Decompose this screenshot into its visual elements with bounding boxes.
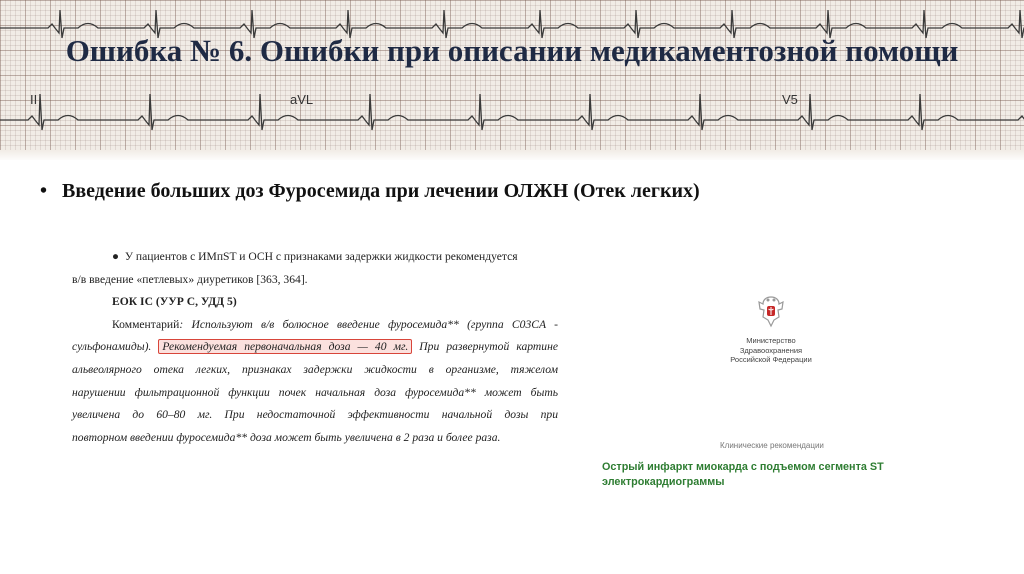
ministry-emblem-icon xyxy=(755,293,787,329)
ministry-name-line-2: Здравоохранения xyxy=(739,345,803,355)
excerpt-line-8-text: увеличена до 60–80 мг. При недостаточной эффективности начальной дозы при xyxy=(72,408,558,422)
comment-text-b: сульфонамиды). xyxy=(72,340,152,354)
excerpt-line-7 xyxy=(72,382,558,405)
ministry-name-line-3: Российской Федерации xyxy=(730,355,812,364)
ecg-trace xyxy=(0,0,1024,160)
excerpt-line-6-text: альвеолярного отека легких, признаках задержки жидкости в организме, тяжелом xyxy=(72,362,558,376)
excerpt-line-1: У пациентов с ИМпST и ОСН с признаками задержки жидкости рекомендуется xyxy=(124,250,518,263)
excerpt-line-9 xyxy=(72,427,558,450)
comment-text-a: : Используют в/в болюсное введение фуросемида** (группа C03CA - xyxy=(179,317,558,331)
excerpt-line-9-text: повторном введении фуросемида** доза может быть увеличена в 2 раза и более раза. xyxy=(72,430,501,444)
ecg-lead-label-ii: II xyxy=(30,92,38,107)
excerpt-highlight-line xyxy=(72,336,558,359)
ecg-waveform xyxy=(0,94,1024,130)
dose-highlight: Рекомендуемая первоначальная доза — 40 мг. xyxy=(158,339,412,354)
slide-title: Ошибка № 6. Ошибки при описании медикаментозной помощи xyxy=(65,33,959,68)
ecg-lead-label-avl: aVL xyxy=(290,92,314,107)
bullet-text: Введение больших доз Фуросемида при лечении ОЛЖН (Отек легких) xyxy=(62,180,700,202)
bullet-marker: • xyxy=(40,180,48,202)
excerpt-line-6 xyxy=(72,359,558,382)
excerpt-line-2: в/в введение «петлевых» диуретиков [363, 364]. xyxy=(72,272,308,286)
slide-bullet xyxy=(40,180,700,203)
comment-label: Комментарий xyxy=(112,317,180,331)
excerpt-evidence: ЕОК IC (УУР С, УДД 5) xyxy=(112,295,237,309)
excerpt-bullet-marker: ● xyxy=(112,250,120,263)
excerpt-line xyxy=(72,246,558,269)
ministry-name-line-1: Министерство xyxy=(746,336,796,345)
ecg-strip-background xyxy=(0,0,1024,160)
ecg-lead-label-v5: V5 xyxy=(782,92,798,107)
guideline-title: Острый инфаркт миокарда с подъемом сегмента ST электрокардиограммы xyxy=(602,461,884,488)
guideline-kind: Клинические рекомендации xyxy=(720,441,824,450)
excerpt-line-7-text: нарушении фильтрационной функции почек начальная доза фуросемида** может быть xyxy=(72,385,558,399)
excerpt-comment xyxy=(72,314,558,337)
comment-text-c: При развернутой картине xyxy=(419,340,558,354)
ministry-block xyxy=(716,293,826,365)
ministry-name xyxy=(716,336,826,365)
excerpt-line-8 xyxy=(72,404,558,427)
guideline-excerpt xyxy=(72,246,558,449)
ecg-fade xyxy=(0,150,1024,160)
